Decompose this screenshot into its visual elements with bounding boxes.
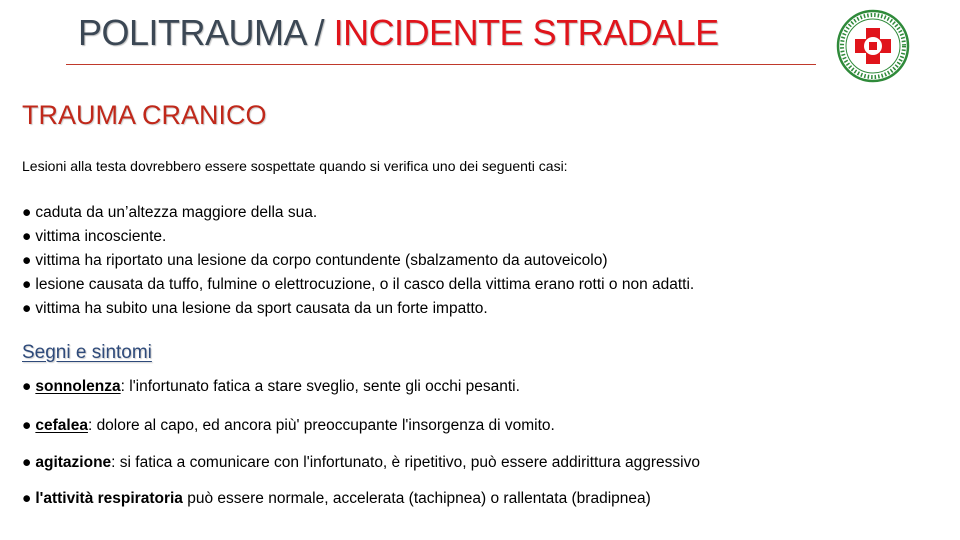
symptom-item	[22, 417, 555, 435]
bullet-icon: ●	[22, 454, 32, 471]
cases-list	[22, 201, 694, 321]
symptoms-heading: Segni e sintomi	[22, 342, 152, 363]
list-item	[22, 297, 694, 321]
red-cross-association-logo	[836, 9, 910, 83]
symptom-text: : si fatica a comunicare con l'infortunato, è ripetitivo, può essere addirittura aggressivo	[111, 454, 700, 471]
symptom-text: : l'infortunato fatica a stare sveglio, sente gli occhi pesanti.	[120, 378, 520, 395]
section-heading: TRAUMA CRANICO	[22, 100, 267, 130]
symptom-text: : dolore al capo, ed ancora più' preoccupante l'insorgenza di vomito.	[87, 417, 555, 434]
case-text: lesione causata da tuffo, fulmine o elettrocuzione, o il casco della vittima erano rotti o non adatti.	[35, 276, 695, 293]
slide-title-part2: INCIDENTE STRADALE	[333, 12, 719, 53]
title-divider	[66, 64, 816, 65]
list-item	[22, 249, 694, 273]
slide-title	[78, 12, 719, 54]
list-item	[22, 273, 694, 297]
symptom-item	[22, 454, 700, 472]
symptom-text: può essere normale, accelerata (tachipnea) o rallentata (bradipnea)	[182, 490, 651, 507]
bullet-icon: ●	[22, 378, 32, 395]
symptom-term: agitazione	[35, 454, 112, 471]
symptom-term: cefalea	[35, 417, 88, 434]
list-item	[22, 201, 694, 225]
slide-title-part1: POLITRAUMA /	[78, 12, 334, 53]
case-text: vittima incosciente.	[35, 228, 167, 245]
symptom-term: sonnolenza	[35, 378, 121, 395]
bullet-icon: ●	[22, 490, 32, 507]
bullet-icon: ●	[22, 204, 32, 221]
bullet-icon: ●	[22, 252, 32, 269]
bullet-icon: ●	[22, 417, 32, 434]
intro-text: Lesioni alla testa dovrebbero essere sospettate quando si verifica uno dei seguenti casi:	[22, 158, 568, 174]
bullet-icon: ●	[22, 300, 32, 317]
bullet-icon: ●	[22, 228, 32, 245]
case-text: vittima ha riportato una lesione da corpo contundente (sbalzamento da autoveicolo)	[35, 252, 608, 269]
symptom-item	[22, 378, 520, 396]
case-text: caduta da un’altezza maggiore della sua.	[35, 204, 318, 221]
bullet-icon: ●	[22, 276, 32, 293]
list-item	[22, 225, 694, 249]
case-text: vittima ha subito una lesione da sport causata da un forte impatto.	[35, 300, 488, 317]
symptom-item	[22, 490, 651, 508]
symptom-term: l'attività respiratoria	[35, 490, 183, 507]
